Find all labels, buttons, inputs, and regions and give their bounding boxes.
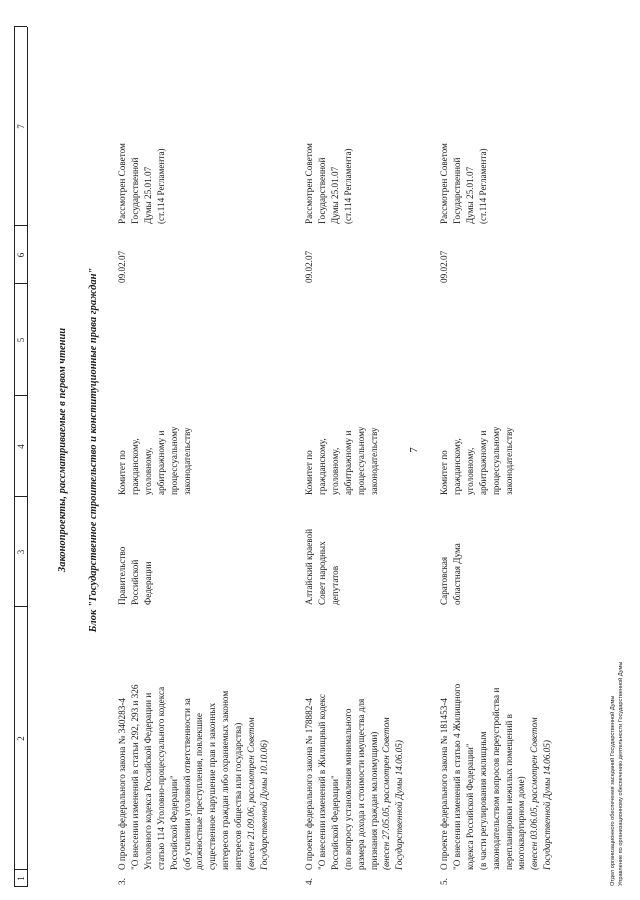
footer-line: Отдел организационного обеспечения заседаний Государственной Думы bbox=[610, 695, 616, 886]
row-initiator: Саратовская областная Дума bbox=[439, 543, 462, 605]
column-header-4: 4 bbox=[16, 444, 26, 449]
header-row-border bbox=[27, 27, 28, 887]
row-description: О проекте федерального закона № 181453-4 "О внесении изменений в статью 4 Жилищного кодекса Российской Федерации" (в части регулирования жилищным законодательством вопросов переустройства и перепланировки нежилых помещений в многоквартирном доме) bbox=[439, 683, 527, 870]
row-date: 09.02.07 bbox=[439, 250, 449, 283]
row-committee: Комитет по гражданскому, уголовному, арбитражному и процессуальному законодательству bbox=[304, 426, 379, 495]
row-description: О проекте федерального закона № 340283-4 "О внесении изменений в статьи 292, 293 и 326 Уголовного кодекса Российской Федерации и статью 114 Уголовно-процессуального кодекса Российской Федерации" (об усилении уголовной ответственности за должностные преступления, повлекшие существенное нарушение прав и законных интересов граждан либо охраняемых законом интересов общества или государства) bbox=[117, 684, 244, 870]
row-status: Рассмотрен Советом Государственной Думы 25.01.07 (ст.114 Регламента) bbox=[304, 143, 353, 224]
column-header-1: 1 bbox=[16, 876, 26, 881]
row-number: 5. bbox=[439, 878, 449, 885]
column-header-2: 2 bbox=[16, 736, 26, 741]
row-committee: Комитет по гражданскому, уголовному, арбитражному и процессуальному законодательству bbox=[439, 426, 514, 495]
section-title: Законопроекты, рассматриваемые в первом чтении bbox=[57, 327, 68, 573]
column-header-6: 6 bbox=[16, 252, 26, 258]
page-number: 7 bbox=[408, 447, 420, 453]
row-note: (внесен 21.09.06, рассмотрен Советом Государственной Думы 10.10.06) bbox=[246, 717, 269, 870]
row-date: 09.02.07 bbox=[117, 250, 127, 283]
row-initiator: Алтайский краевой Совет народных депутатов bbox=[304, 528, 340, 605]
row-status: Рассмотрен Советом Государственной Думы 25.01.07 (ст.114 Регламента) bbox=[439, 143, 488, 224]
column-header-5: 5 bbox=[16, 337, 26, 343]
row-committee: Комитет по гражданскому, уголовному, арбитражному и процессуальному законодательству bbox=[117, 426, 192, 495]
row-status: Рассмотрен Советом Государственной Думы 25.01.07 (ст.114 Регламента) bbox=[117, 143, 166, 224]
block-title: Блок "Государственное строительство и конституционные права граждан" bbox=[88, 267, 99, 633]
row-number: 3. bbox=[117, 878, 127, 885]
row-initiator: Правительство Российской Федерации bbox=[117, 546, 153, 605]
row-date: 09.02.07 bbox=[304, 250, 314, 283]
row-description: О проекте федерального закона № 178882-4 "О внесении изменений в Жилищный кодекс Российской Федерации" (по вопросу установления минимального размера дохода и стоимости имущества для признания граждан малоимущими) bbox=[304, 694, 379, 870]
row-number: 4. bbox=[304, 878, 314, 885]
row-note: (внесен 27.05.05, рассмотрен Советом Государственной Думы 14.06.05) bbox=[381, 717, 404, 870]
footer-line: Управление по организационному обеспечению деятельности Государственной Думы bbox=[618, 661, 624, 886]
column-header-7: 7 bbox=[16, 124, 26, 129]
row-note: (внесен 03.06.05, рассмотрен Советом Государственной Думы 14.06.05) bbox=[529, 717, 552, 870]
column-header-3: 3 bbox=[16, 549, 26, 555]
